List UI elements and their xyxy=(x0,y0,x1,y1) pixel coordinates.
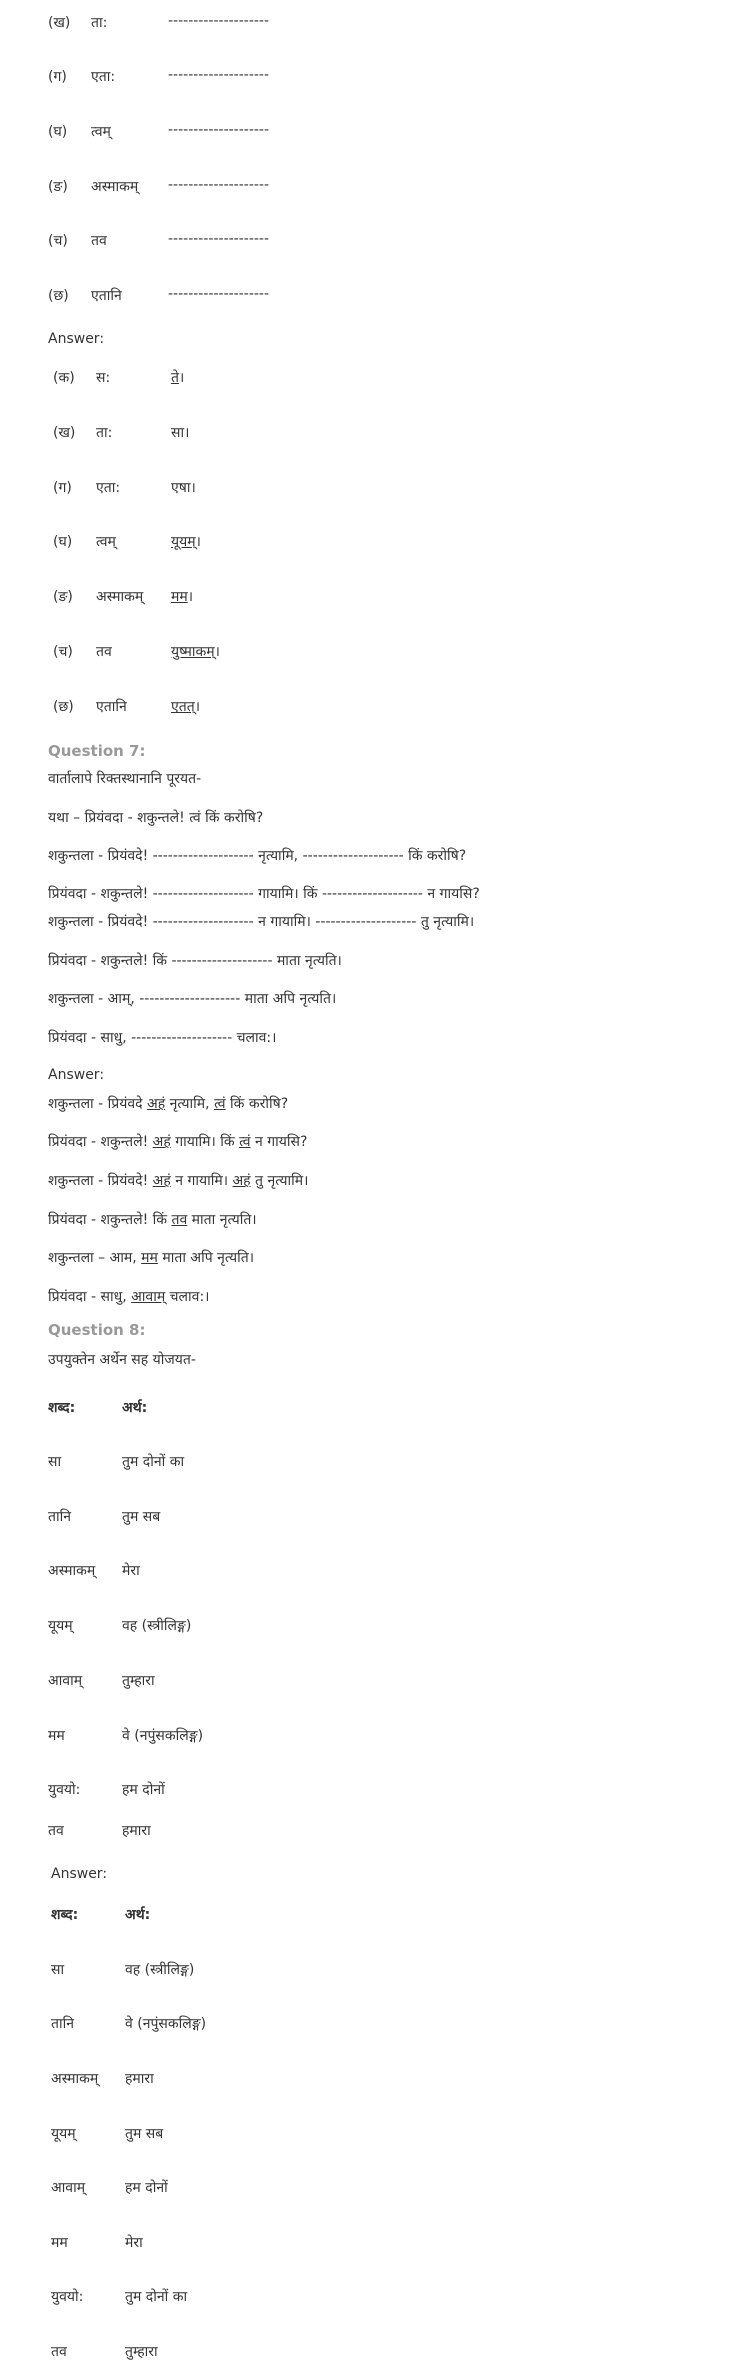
table-meaning: तुम्हारा xyxy=(122,1673,155,1689)
dialogue-line: यथा – प्रियंवदा - शकुन्तले! त्वं किं करोषि? xyxy=(48,810,264,826)
answer-row xyxy=(53,587,653,607)
row-word: त्वम् xyxy=(91,124,111,140)
dialogue-line: प्रियंवदा - साधु, -------------------- चलाव:। xyxy=(48,1030,277,1046)
table-word: मम xyxy=(48,1728,65,1744)
answer-row xyxy=(53,697,653,717)
sentence-end: । xyxy=(190,480,196,496)
answer-underlined: त्वं xyxy=(239,1134,251,1150)
answer-line xyxy=(48,1210,257,1229)
table-header xyxy=(51,1905,451,1925)
sentence-end: । xyxy=(187,589,194,605)
row-label: (छ) xyxy=(48,288,69,304)
row-label: (घ) xyxy=(48,124,68,140)
table-header xyxy=(48,1398,448,1418)
answer-text: चलाव:। xyxy=(165,1289,210,1305)
row-blank: -------------------- xyxy=(168,286,270,302)
answer-underlined: त्वं xyxy=(214,1096,226,1112)
row-label: (ङ) xyxy=(53,589,73,605)
table-meaning: मेरा xyxy=(122,1563,140,1579)
table-meaning: तुम दोनों का xyxy=(122,1454,185,1470)
table-word: अस्माकम् xyxy=(48,1563,96,1579)
answer-text: किं करोषि? xyxy=(225,1096,289,1112)
row-label: (ग) xyxy=(53,480,72,496)
row-word: तव xyxy=(91,233,107,249)
row-blank: -------------------- xyxy=(168,177,270,193)
table-word: अस्माकम् xyxy=(51,2071,99,2087)
table-row xyxy=(51,2178,451,2198)
table-row xyxy=(51,1960,451,1980)
table-word: मम xyxy=(51,2235,68,2251)
table-word: तव xyxy=(48,1823,64,1839)
table-meaning: हमारा xyxy=(122,1823,151,1839)
answer-underlined: मम xyxy=(141,1250,158,1266)
table-word: आवाम् xyxy=(48,1673,83,1689)
sentence-end: । xyxy=(194,699,201,715)
exercise-row xyxy=(48,177,648,197)
answer-row xyxy=(53,642,653,662)
answer-row xyxy=(53,478,653,498)
exercise-row xyxy=(48,67,648,87)
row-blank: -------------------- xyxy=(168,231,270,247)
row-answer: यूयम् xyxy=(171,534,196,550)
answer-text: शकुन्तला - प्रियंवदे! xyxy=(48,1173,153,1189)
question-instruction: वार्तालापे रिक्तस्थानानि पूरयत- xyxy=(48,771,202,787)
row-label: (ख) xyxy=(53,425,76,441)
answer-line xyxy=(48,1248,254,1267)
column-header-meaning: अर्थ: xyxy=(125,1907,151,1923)
table-row xyxy=(48,1726,448,1746)
row-word: एतानि xyxy=(96,699,127,715)
answer-text: माता अपि नृत्यति। xyxy=(157,1250,255,1266)
table-word: तानि xyxy=(48,1509,72,1525)
table-row xyxy=(48,1821,448,1841)
table-row xyxy=(51,2014,451,2034)
row-word: ता: xyxy=(91,15,108,31)
row-label: (ङ) xyxy=(48,179,68,195)
row-answer: एषा xyxy=(171,480,191,496)
table-word: तव xyxy=(51,2344,67,2360)
table-row xyxy=(48,1561,448,1581)
table-meaning: तुम सब xyxy=(125,2126,164,2142)
answer-line xyxy=(48,1287,209,1306)
answer-label: Answer: xyxy=(48,331,105,347)
table-meaning: वह (स्त्रीलिङ्ग) xyxy=(125,1962,195,1978)
table-word: आवाम् xyxy=(51,2180,86,2196)
question-title: Question 8: xyxy=(48,1321,146,1339)
column-header-meaning: अर्थ: xyxy=(122,1400,148,1416)
table-meaning: वह (स्त्रीलिङ्ग) xyxy=(122,1618,192,1634)
answer-text: नृत्यामि, xyxy=(165,1096,215,1112)
answer-underlined: अहं xyxy=(152,1173,171,1189)
answer-line xyxy=(48,1132,307,1151)
answer-text: शकुन्तला – आम, xyxy=(48,1250,142,1266)
row-answer: युष्माकम् xyxy=(171,644,215,660)
dialogue-line: शकुन्तला - प्रियंवदे! -------------------- नृत्यामि, -------------------- किं करोषि? xyxy=(48,848,467,864)
row-answer: मम xyxy=(171,589,188,605)
table-meaning: तुम्हारा xyxy=(125,2344,158,2360)
row-label: (ख) xyxy=(48,15,71,31)
answer-line xyxy=(48,1094,288,1113)
question-title: Question 7: xyxy=(48,742,146,760)
answer-label: Answer: xyxy=(51,1866,108,1882)
exercise-row xyxy=(48,286,648,306)
row-word: एता: xyxy=(96,480,121,496)
table-row xyxy=(51,2287,451,2307)
table-word: यूयम् xyxy=(51,2126,76,2142)
answer-underlined: तव xyxy=(171,1212,188,1228)
answer-row xyxy=(53,532,653,552)
exercise-row xyxy=(48,231,648,251)
answer-underlined: अहं xyxy=(232,1173,251,1189)
row-word: तव xyxy=(96,644,112,660)
answer-text: न गायसि? xyxy=(250,1134,308,1150)
question-instruction: उपयुक्तेन अर्थेन सह योजयत- xyxy=(48,1352,196,1368)
table-word: युवयो: xyxy=(51,2289,84,2305)
answer-text: तु नृत्यामि। xyxy=(250,1173,309,1189)
row-blank: -------------------- xyxy=(168,122,270,138)
row-label: (क) xyxy=(53,370,75,386)
sentence-end: । xyxy=(195,534,201,550)
answer-text: प्रियंवदा - शकुन्तले! xyxy=(48,1134,153,1150)
answer-line xyxy=(48,1171,308,1190)
table-row xyxy=(48,1452,448,1472)
table-word: सा xyxy=(51,1962,65,1978)
table-row xyxy=(48,1507,448,1527)
row-word: ता: xyxy=(96,425,113,441)
row-label: (घ) xyxy=(53,534,73,550)
row-answer: सा xyxy=(171,425,185,441)
row-word: एतानि xyxy=(91,288,122,304)
dialogue-line: प्रियंवदा - शकुन्तले! किं -------------------- माता नृत्यति। xyxy=(48,953,342,969)
answer-underlined: अहं xyxy=(152,1134,171,1150)
row-word: त्वम् xyxy=(96,534,116,550)
row-label: (च) xyxy=(53,644,73,660)
row-blank: -------------------- xyxy=(168,67,270,83)
answer-text: गायामि। किं xyxy=(170,1134,240,1150)
answer-text: शकुन्तला - प्रियंवदे xyxy=(48,1096,148,1112)
row-label: (छ) xyxy=(53,699,74,715)
table-row xyxy=(51,2342,451,2362)
row-blank: -------------------- xyxy=(168,13,270,29)
answer-text: माता नृत्यति। xyxy=(187,1212,257,1228)
table-meaning: हमारा xyxy=(125,2071,154,2087)
answer-underlined: आवाम् xyxy=(131,1289,166,1305)
table-meaning: मेरा xyxy=(125,2235,143,2251)
table-row xyxy=(48,1780,448,1800)
table-row xyxy=(48,1616,448,1636)
answer-underlined: अहं xyxy=(147,1096,166,1112)
row-word: अस्माकम् xyxy=(91,179,139,195)
answer-row xyxy=(53,368,653,388)
exercise-row xyxy=(48,122,648,142)
dialogue-line: प्रियंवदा - शकुन्तले! -------------------- गायामि। किं -------------------- न गायसि? xyxy=(48,886,480,902)
table-meaning: वे (नपुंसकलिङ्ग) xyxy=(125,2016,207,2032)
table-row xyxy=(48,1671,448,1691)
row-word: स: xyxy=(96,370,111,386)
answer-text: प्रियंवदा - शकुन्तले! किं xyxy=(48,1212,172,1228)
row-word: एता: xyxy=(91,69,116,85)
dialogue-line: शकुन्तला - प्रियंवदे! -------------------- न गायामि। -------------------- तु नृत्यामि। xyxy=(48,914,475,930)
row-answer: ते xyxy=(171,370,179,386)
sentence-end: । xyxy=(214,644,220,660)
row-label: (ग) xyxy=(48,69,67,85)
sentence-end: । xyxy=(178,370,185,386)
table-row xyxy=(51,2233,451,2253)
table-word: यूयम् xyxy=(48,1618,73,1634)
row-answer: एतत् xyxy=(171,699,195,715)
column-header-word: शब्द: xyxy=(48,1400,76,1416)
exercise-row xyxy=(48,13,648,33)
answer-row xyxy=(53,423,653,443)
table-meaning: तुम दोनों का xyxy=(125,2289,188,2305)
table-meaning: वे (नपुंसकलिङ्ग) xyxy=(122,1728,204,1744)
sentence-end: । xyxy=(184,425,190,441)
answer-text: प्रियंवदा - साधु, xyxy=(48,1289,132,1305)
table-row xyxy=(51,2124,451,2144)
table-row xyxy=(51,2069,451,2089)
table-word: सा xyxy=(48,1454,62,1470)
dialogue-line: शकुन्तला - आम्, -------------------- माता अपि नृत्यति। xyxy=(48,991,337,1007)
row-word: अस्माकम् xyxy=(96,589,144,605)
table-meaning: हम दोनों xyxy=(122,1782,165,1798)
column-header-word: शब्द: xyxy=(51,1907,79,1923)
answer-text: न गायामि। xyxy=(170,1173,233,1189)
table-meaning: तुम सब xyxy=(122,1509,161,1525)
answer-label: Answer: xyxy=(48,1067,105,1083)
table-word: तानि xyxy=(51,2016,75,2032)
row-label: (च) xyxy=(48,233,68,249)
table-meaning: हम दोनों xyxy=(125,2180,168,2196)
table-word: युवयो: xyxy=(48,1782,81,1798)
